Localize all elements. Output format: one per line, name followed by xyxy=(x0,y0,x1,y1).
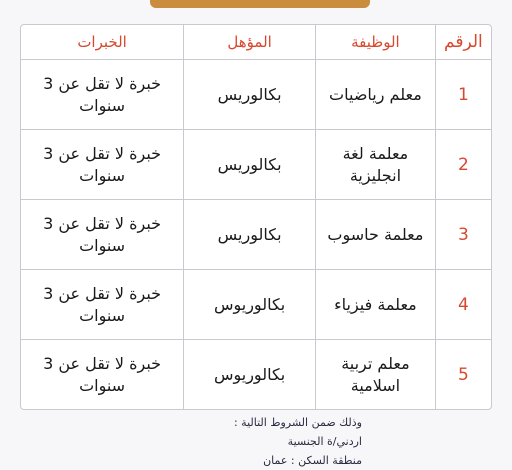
top-banner xyxy=(150,0,370,8)
jobs-table xyxy=(20,24,492,410)
row-qualification: بكالوريوس xyxy=(183,270,315,340)
condition-residence: منطقة السكن : عمان xyxy=(263,454,362,467)
row-number: 5 xyxy=(435,340,491,409)
row-experience: خبرة لا تقل عن 3 سنوات xyxy=(21,200,183,270)
jobs-table-container xyxy=(20,24,492,410)
row-job: معلمة لغة انجليزية xyxy=(315,130,435,200)
row-job: معلم رياضيات xyxy=(315,60,435,130)
row-experience: خبرة لا تقل عن 3 سنوات xyxy=(21,60,183,130)
header-job: الوظيفة xyxy=(315,25,435,60)
row-experience: خبرة لا تقل عن 3 سنوات xyxy=(21,270,183,340)
row-qualification: بكالوريس xyxy=(183,60,315,130)
row-qualification: بكالوريس xyxy=(183,200,315,270)
conditions-intro: وذلك ضمن الشروط التالية : xyxy=(233,416,362,429)
row-job: معلمة فيزياء xyxy=(315,270,435,340)
header-qualification: المؤهل xyxy=(183,25,315,60)
conditions-text xyxy=(234,413,362,470)
header-number: الرقم xyxy=(435,25,491,60)
table-row xyxy=(21,270,491,340)
row-number: 3 xyxy=(435,200,491,270)
row-experience: خبرة لا تقل عن 3 سنوات xyxy=(21,130,183,200)
row-number: 1 xyxy=(435,60,491,130)
condition-nationality: اردني/ة الجنسية xyxy=(287,435,362,448)
row-job: معلمة حاسوب xyxy=(315,200,435,270)
row-qualification: بكالوريس xyxy=(183,130,315,200)
table-row xyxy=(21,200,491,270)
table-row xyxy=(21,60,491,130)
row-job: معلم تربية اسلامية xyxy=(315,340,435,409)
header-experience: الخبرات xyxy=(21,25,183,60)
table-row xyxy=(21,340,491,409)
row-experience: خبرة لا تقل عن 3 سنوات xyxy=(43,353,162,395)
table-row xyxy=(21,130,491,200)
row-number: 2 xyxy=(435,130,491,200)
table-header-row xyxy=(21,25,491,60)
row-number: 4 xyxy=(435,270,491,340)
row-qualification: بكالوريوس xyxy=(183,340,315,409)
